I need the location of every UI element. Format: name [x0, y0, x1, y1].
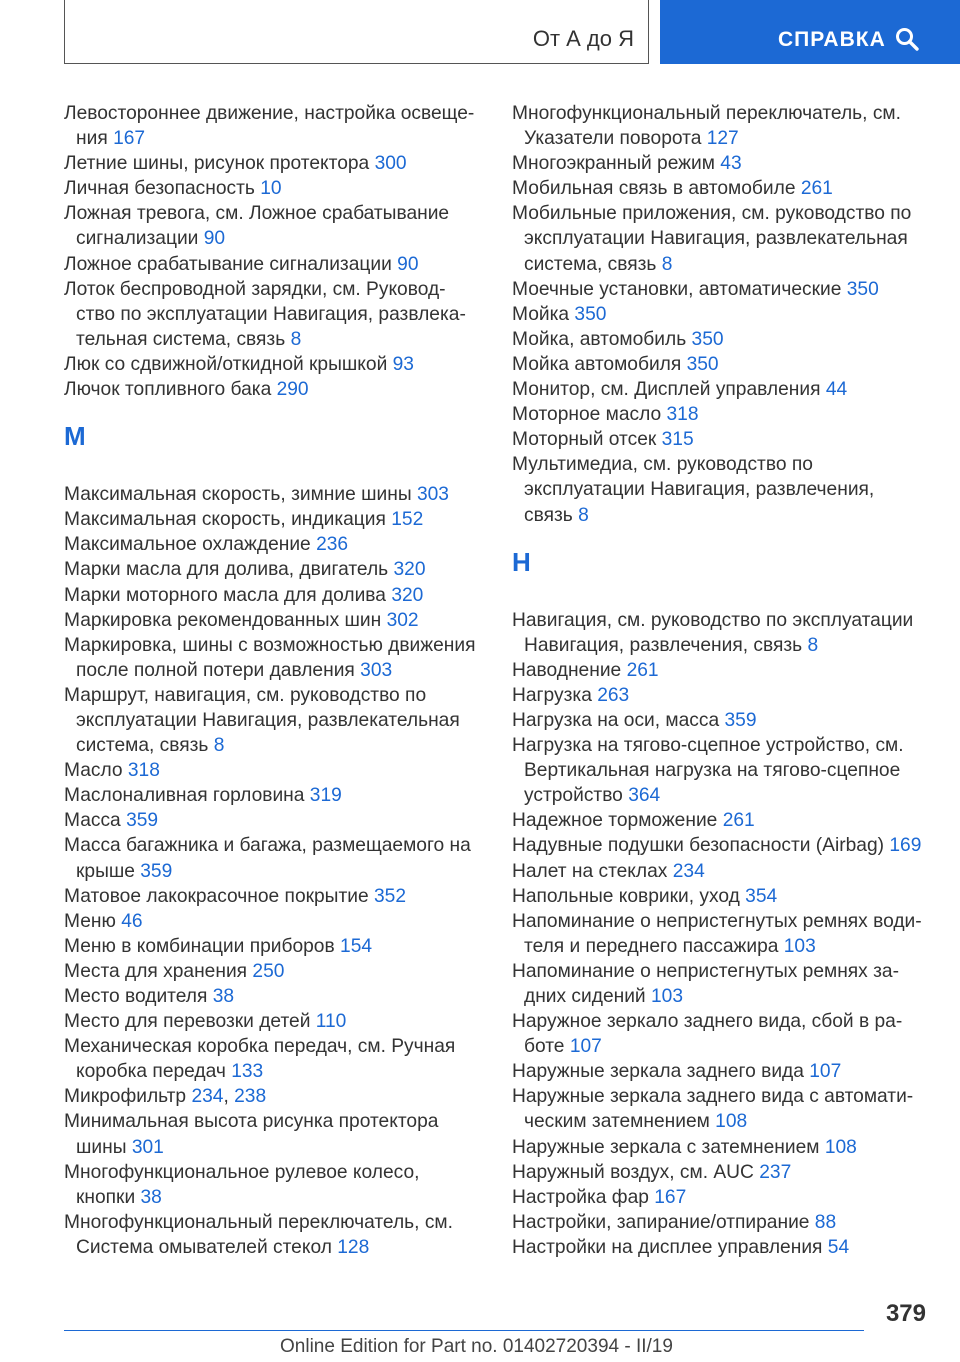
page-reference-link[interactable]: 354 — [745, 885, 778, 907]
index-entry — [64, 959, 484, 984]
index-entry-text: эксплуатации Навигация, развлечения, — [524, 479, 875, 501]
page-reference-link[interactable]: 352 — [374, 885, 407, 907]
page-reference-link[interactable]: 154 — [340, 935, 373, 957]
index-entry-text: Маршрут, навигация, см. руководство по — [64, 684, 427, 706]
page-reference-link[interactable]: 103 — [651, 986, 684, 1007]
page-reference-link[interactable]: 350 — [846, 278, 879, 300]
index-entry — [512, 658, 932, 683]
page-reference-link[interactable]: 110 — [315, 1011, 347, 1033]
page-reference-link[interactable]: 107 — [809, 1061, 842, 1083]
index-entry-text: Левостороннее движение, настройка освеще- — [64, 103, 475, 124]
index-entry — [64, 633, 484, 683]
index-entry-text: сигнализации — [76, 228, 199, 250]
index-entry — [64, 1160, 484, 1210]
index-entry — [512, 884, 932, 909]
index-entry-text: система, связь — [76, 735, 209, 757]
index-entry-text: Нагрузка — [512, 684, 592, 706]
index-entry — [512, 327, 932, 352]
index-entry — [512, 452, 932, 527]
index-entry-text: Наружные зеркала с затемнением — [512, 1136, 820, 1158]
page-reference-link[interactable]: 350 — [686, 353, 719, 375]
page-reference-link[interactable]: 261 — [626, 659, 659, 681]
index-entry-text: Летние шины, рисунок протектора — [64, 153, 370, 175]
index-entry-text: Наружный воздух, см. AUC — [512, 1161, 754, 1183]
index-entry — [512, 683, 932, 708]
index-entry-text: крыше — [76, 860, 135, 882]
page-reference-link[interactable]: 93 — [392, 353, 414, 375]
index-entry-text: Марки моторного масла для долива — [64, 584, 386, 606]
index-entry-text: Мойка, автомобиль — [512, 328, 687, 350]
page-reference-link[interactable]: 320 — [391, 584, 424, 606]
index-entry-text: Моторное масло — [512, 404, 662, 426]
index-entry-text: Ложное срабатывание сигнализации — [64, 253, 392, 275]
page-reference-link[interactable]: 290 — [276, 379, 309, 401]
index-entry — [64, 1210, 484, 1260]
page-reference-link[interactable]: 107 — [569, 1036, 602, 1058]
index-entry-text: Наружные зеркала заднего вида с автомати- — [512, 1086, 914, 1108]
index-entry-text: ство по эксплуатации Навигация, развлека- — [76, 303, 466, 325]
index-entry-text: Наводнение — [512, 659, 622, 681]
index-entry-text: Матовое лакокрасочное покрытие — [64, 885, 369, 907]
index-entry — [512, 959, 932, 1009]
page-reference-link[interactable]: 46 — [121, 910, 143, 932]
page-reference-link[interactable]: 359 — [140, 860, 173, 882]
index-entry-text: Настройки, запирание/отпирание — [512, 1211, 810, 1233]
index-entry — [64, 583, 484, 608]
index-entry-text: Нагрузка на оси, масса — [512, 709, 720, 731]
page-reference-link[interactable]: 359 — [724, 709, 757, 731]
index-entry-text: Место водителя — [64, 986, 208, 1007]
index-entry-text: Напоминание о непристегнутых ремнях води- — [512, 910, 922, 932]
index-entry-text: Мобильная связь в автомобиле — [512, 178, 796, 200]
index-entry-text: Многофункциональный переключатель, см. — [64, 1211, 453, 1233]
index-entry-text: Места для хранения — [64, 960, 248, 982]
index-entry-text: Многофункциональное рулевое колесо, — [64, 1161, 420, 1183]
page-reference-link[interactable]: 169 — [889, 835, 922, 857]
index-entry-text: эксплуатации Навигация, развлекательная — [524, 228, 908, 250]
index-entry — [64, 507, 484, 532]
index-entry — [512, 733, 932, 808]
index-entry — [512, 352, 932, 377]
index-entry — [512, 608, 932, 658]
index-entry — [512, 1210, 932, 1235]
index-entry-text: Указатели поворота — [524, 128, 702, 150]
index-entry — [64, 808, 484, 833]
index-entry — [64, 934, 484, 959]
index-entry — [64, 608, 484, 633]
index-entry-text: Меню в комбинации приборов — [64, 935, 335, 957]
index-entry-text: Наружное зеркало заднего вида, сбой в ра- — [512, 1011, 903, 1033]
page-reference-link[interactable]: 54 — [827, 1236, 850, 1258]
index-entry-text: Напольные коврики, уход — [512, 885, 740, 907]
index-entry-text: Люк со сдвижной/откидной крышкой — [64, 353, 388, 375]
page-reference-link[interactable]: 128 — [337, 1236, 370, 1258]
index-entry — [512, 909, 932, 959]
index-entry-text: Настройки на дисплее управления — [512, 1236, 823, 1258]
page-reference-link[interactable]: 319 — [309, 785, 342, 807]
index-entry-text: Маркировка, шины с возможностью движения — [64, 634, 476, 656]
index-entry — [64, 557, 484, 582]
index-entry — [64, 176, 484, 201]
index-entry-text: эксплуатации Навигация, развлекательная — [76, 709, 460, 731]
page-reference-link[interactable]: 318 — [127, 760, 160, 782]
page-reference-link[interactable]: 300 — [374, 153, 407, 175]
index-entry — [512, 302, 932, 327]
index-entry — [512, 833, 932, 858]
index-entry — [512, 427, 932, 452]
index-entry — [512, 1135, 932, 1160]
page-reference-link[interactable]: 152 — [391, 509, 424, 531]
index-entry-text: тельная система, связь — [76, 328, 286, 350]
index-entry-text: Навигация, развлечения, связь — [524, 634, 803, 656]
index-entry-text: ческим затемнением — [524, 1111, 710, 1133]
index-entry-text: дних сидений — [524, 986, 646, 1007]
page-reference-link[interactable]: 350 — [574, 303, 607, 325]
index-entry — [512, 1185, 932, 1210]
index-entry-text: Маслоналивная горловина — [64, 785, 305, 807]
page-reference-link[interactable]: 250 — [252, 960, 285, 982]
index-entry-text: Максимальное охлаждение — [64, 534, 311, 556]
index-entry — [512, 1059, 932, 1084]
page-reference-link[interactable]: 261 — [722, 810, 755, 832]
index-entry-text: Вертикальная нагрузка на тягово-сцепное — [524, 760, 901, 782]
page-reference-link[interactable]: 8 — [578, 504, 589, 526]
page-reference-link[interactable]: 303 — [360, 659, 393, 681]
footer-divider — [64, 1330, 864, 1331]
page-reference-link[interactable]: 133 — [231, 1061, 264, 1083]
index-entry — [64, 151, 484, 176]
index-entry-text: Мойка — [512, 303, 570, 325]
help-button-label: СПРАВКА — [778, 28, 886, 51]
page-reference-link[interactable]: 315 — [661, 429, 694, 451]
index-entry-text: Навигация, см. руководство по эксплуатации — [512, 609, 914, 631]
page-reference-link[interactable]: 318 — [666, 404, 699, 426]
page-reference-link[interactable]: 8 — [290, 328, 302, 350]
page-reference-link[interactable]: 108 — [715, 1111, 748, 1133]
footer-edition-text: Online Edition for Part no. 01402720394 - II/19 — [280, 1336, 673, 1357]
page-reference-link[interactable]: 350 — [691, 328, 724, 350]
index-entry — [512, 101, 932, 151]
index-entry-text: Мультимедиа, см. руководство по — [512, 454, 813, 476]
index-entry-text: Нагрузка на тягово-сцепное устройство, см. — [512, 735, 904, 757]
page-reference-link[interactable]: 8 — [213, 735, 225, 757]
index-entry — [512, 201, 932, 276]
page-reference-link[interactable]: 236 — [316, 534, 349, 556]
index-entry-text: связь — [524, 504, 573, 526]
index-entry — [512, 708, 932, 733]
page-reference-link[interactable]: 234 — [672, 860, 705, 882]
index-entry-text: Мобильные приложения, см. руководство по — [512, 203, 912, 225]
index-entry — [512, 402, 932, 427]
index-entry-text: Минимальная высота рисунка протектора — [64, 1111, 439, 1133]
index-entry-text: кнопки — [76, 1186, 136, 1208]
index-entry-text: ния — [76, 128, 108, 150]
index-entry-text: Моторный отсек — [512, 429, 657, 451]
index-entry — [64, 482, 484, 507]
index-entry — [64, 201, 484, 251]
page-reference-link[interactable]: 237 — [759, 1161, 792, 1183]
page-reference-link[interactable]: 8 — [807, 634, 819, 656]
page-reference-link[interactable]: 108 — [824, 1136, 857, 1158]
page-reference-link[interactable]: 234 — [191, 1086, 224, 1108]
index-entry: Микрофильтр 234, 238 — [64, 1086, 267, 1108]
index-letter-heading: М — [64, 421, 86, 452]
page-reference-link[interactable]: 43 — [720, 153, 742, 175]
index-entry — [64, 758, 484, 783]
index-entry — [64, 1009, 484, 1034]
index-entry-text: Марки масла для долива, двигатель — [64, 559, 389, 581]
page-reference-link[interactable]: 303 — [416, 484, 449, 506]
index-entry — [64, 352, 484, 377]
index-entry — [512, 1009, 932, 1059]
index-entry-text: коробка передач — [76, 1061, 226, 1083]
page-reference-link[interactable]: 261 — [800, 178, 833, 200]
index-entry — [64, 833, 484, 883]
index-entry — [64, 683, 484, 758]
index-letter-heading: Н — [512, 546, 531, 577]
index-entry-text: Маркировка рекомендованных шин — [64, 609, 382, 631]
page-reference-link[interactable]: 44 — [825, 379, 848, 401]
page-reference-link[interactable]: 38 — [212, 986, 235, 1007]
index-entry-text: Напоминание о непристегнутых ремнях за- — [512, 960, 899, 982]
page-reference-link[interactable]: 103 — [783, 935, 816, 957]
index-entry-text: Надувные подушки безопасности (Airbag) — [512, 835, 885, 857]
index-entry — [512, 1084, 932, 1134]
help-button[interactable] — [660, 0, 960, 64]
index-entry — [512, 377, 932, 402]
index-entry — [64, 1034, 484, 1084]
page-reference-link[interactable]: 359 — [126, 810, 159, 832]
index-entry — [64, 377, 484, 402]
index-entry-text: Настройка фар — [512, 1186, 649, 1208]
index-entry-text: Масса багажника и багажа, размещаемого на — [64, 835, 471, 857]
index-entry-text: Максимальная скорость, зимние шины — [64, 484, 412, 506]
index-entry — [64, 277, 484, 352]
index-entry-text: система, связь — [524, 253, 657, 275]
header-section-box — [64, 0, 649, 64]
index-entry — [512, 176, 932, 201]
page-reference-link[interactable]: 301 — [131, 1136, 164, 1158]
index-entry-text: боте — [524, 1036, 565, 1058]
index-entry — [64, 909, 484, 934]
index-entry-text: Налет на стеклах — [512, 860, 668, 882]
index-entry-text: Место для перевозки детей — [64, 1011, 311, 1033]
index-entry-text: Надежное торможение — [512, 810, 718, 832]
index-entry — [64, 252, 484, 277]
index-entry — [512, 277, 932, 302]
page-number: 379 — [885, 1300, 926, 1327]
index-entry-text: Ложная тревога, см. Ложное срабатывание — [64, 203, 450, 225]
page-reference-link[interactable]: 238 — [234, 1086, 267, 1108]
index-column-left — [64, 101, 484, 1260]
index-entry-text: шины — [76, 1136, 127, 1158]
page-reference-link[interactable]: 88 — [814, 1211, 837, 1233]
index-entry-text: Многофункциональный переключатель, см. — [512, 103, 901, 124]
index-entry-text: устройство — [524, 785, 623, 807]
index-entry-text: Меню — [64, 910, 116, 932]
index-entry — [512, 1235, 932, 1260]
index-entry — [512, 808, 932, 833]
index-entry — [512, 151, 932, 176]
index-entry-text: Механическая коробка передач, см. Ручная — [64, 1036, 456, 1058]
index-entry — [512, 859, 932, 884]
index-entry-text: Лоток беспроводной зарядки, см. Руковод- — [64, 278, 446, 300]
index-entry-text: Масло — [64, 760, 123, 782]
page-reference-link[interactable]: 127 — [706, 128, 739, 150]
index-entry-text: Личная безопасность — [64, 178, 255, 200]
index-column-right — [512, 101, 932, 1260]
index-entry-text: Многоэкранный режим — [512, 153, 715, 175]
index-entry-text: Монитор, см. Дисплей управления — [512, 379, 821, 401]
page-reference-link[interactable]: 167 — [113, 128, 146, 150]
index-entry — [64, 101, 484, 151]
page-reference-link[interactable]: 167 — [654, 1186, 687, 1208]
page-reference-link[interactable]: 90 — [397, 253, 419, 275]
page-reference-link[interactable]: 38 — [140, 1186, 162, 1208]
page-reference-link[interactable]: 8 — [661, 253, 673, 275]
index-entry — [64, 783, 484, 808]
index-entry-text: после полной потери давления — [76, 659, 355, 681]
index-entry — [64, 532, 484, 557]
index-entry — [64, 984, 484, 1009]
index-entry-text: Масса — [64, 810, 121, 832]
index-entry-text: Система омывателей стекол — [76, 1236, 332, 1258]
index-entry — [64, 1109, 484, 1159]
section-title: От А до Я — [532, 26, 634, 51]
page-reference-link[interactable]: 320 — [393, 559, 426, 581]
index-entry-text: Мойка автомобиля — [512, 353, 682, 375]
index-entry-text: Наружные зеркала заднего вида — [512, 1061, 804, 1083]
index-entry — [512, 1160, 932, 1185]
index-entry-text: теля и переднего пассажира — [524, 935, 779, 957]
page-reference-link[interactable]: 302 — [386, 609, 419, 631]
index-entry-text: Лючок топливного бака — [64, 379, 272, 401]
search-icon — [895, 27, 919, 51]
page-reference-link[interactable]: 90 — [203, 228, 226, 250]
page-reference-link[interactable]: 263 — [597, 684, 630, 706]
index-entry-text: Моечные установки, автоматические — [512, 278, 842, 300]
page-reference-link[interactable]: 10 — [260, 178, 282, 200]
index-entry-text: Микрофильтр — [64, 1086, 187, 1108]
page-reference-link[interactable]: 364 — [628, 785, 661, 807]
index-entry-text: Максимальная скорость, индикация — [64, 509, 386, 531]
index-entry — [64, 884, 484, 909]
